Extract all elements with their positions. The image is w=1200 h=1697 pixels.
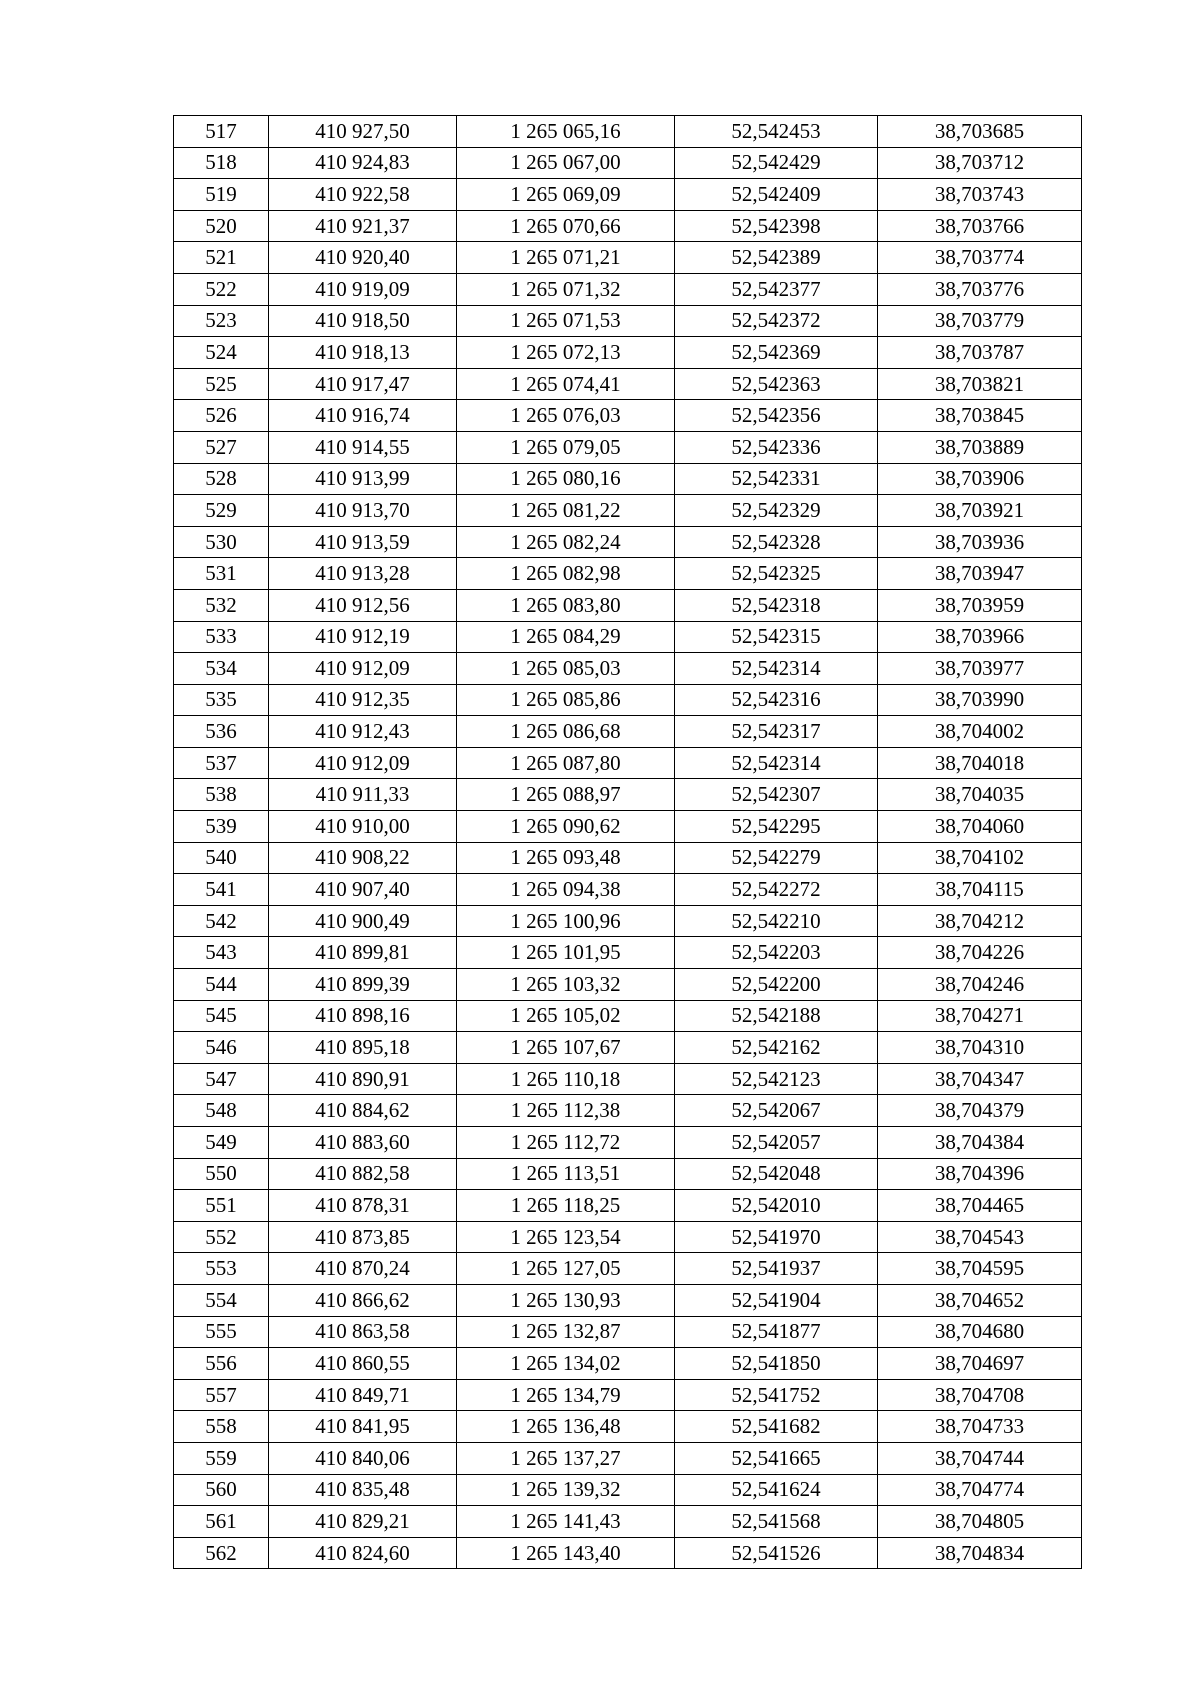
y-coordinate-cell: 1 265 071,32 xyxy=(457,273,675,305)
y-coordinate-cell: 1 265 110,18 xyxy=(457,1063,675,1095)
y-coordinate-cell: 1 265 069,09 xyxy=(457,179,675,211)
latitude-cell: 52,542315 xyxy=(675,621,878,653)
table-row xyxy=(174,621,1082,653)
point-number-cell: 529 xyxy=(174,495,269,527)
longitude-cell: 38,704543 xyxy=(878,1221,1082,1253)
y-coordinate-cell: 1 265 082,98 xyxy=(457,558,675,590)
latitude-cell: 52,542318 xyxy=(675,589,878,621)
y-coordinate-cell: 1 265 090,62 xyxy=(457,811,675,843)
y-coordinate-cell: 1 265 070,66 xyxy=(457,210,675,242)
point-number-cell: 520 xyxy=(174,210,269,242)
longitude-cell: 38,704271 xyxy=(878,1000,1082,1032)
x-coordinate-cell: 410 840,06 xyxy=(269,1442,457,1474)
longitude-cell: 38,704246 xyxy=(878,969,1082,1001)
longitude-cell: 38,704226 xyxy=(878,937,1082,969)
x-coordinate-cell: 410 900,49 xyxy=(269,905,457,937)
point-number-cell: 545 xyxy=(174,1000,269,1032)
table-row xyxy=(174,1316,1082,1348)
table-row xyxy=(174,337,1082,369)
x-coordinate-cell: 410 912,35 xyxy=(269,684,457,716)
table-row xyxy=(174,1348,1082,1380)
y-coordinate-cell: 1 265 085,03 xyxy=(457,653,675,685)
longitude-cell: 38,704834 xyxy=(878,1537,1082,1569)
point-number-cell: 538 xyxy=(174,779,269,811)
latitude-cell: 52,542010 xyxy=(675,1190,878,1222)
y-coordinate-cell: 1 265 093,48 xyxy=(457,842,675,874)
longitude-cell: 38,703906 xyxy=(878,463,1082,495)
latitude-cell: 52,542331 xyxy=(675,463,878,495)
x-coordinate-cell: 410 878,31 xyxy=(269,1190,457,1222)
longitude-cell: 38,704697 xyxy=(878,1348,1082,1380)
point-number-cell: 526 xyxy=(174,400,269,432)
latitude-cell: 52,542325 xyxy=(675,558,878,590)
coordinates-table-body xyxy=(174,116,1082,1569)
point-number-cell: 544 xyxy=(174,969,269,1001)
point-number-cell: 546 xyxy=(174,1032,269,1064)
latitude-cell: 52,541850 xyxy=(675,1348,878,1380)
point-number-cell: 555 xyxy=(174,1316,269,1348)
point-number-cell: 552 xyxy=(174,1221,269,1253)
table-row xyxy=(174,1221,1082,1253)
y-coordinate-cell: 1 265 082,24 xyxy=(457,526,675,558)
x-coordinate-cell: 410 927,50 xyxy=(269,116,457,148)
y-coordinate-cell: 1 265 112,38 xyxy=(457,1095,675,1127)
longitude-cell: 38,703966 xyxy=(878,621,1082,653)
x-coordinate-cell: 410 841,95 xyxy=(269,1411,457,1443)
y-coordinate-cell: 1 265 079,05 xyxy=(457,431,675,463)
x-coordinate-cell: 410 912,09 xyxy=(269,747,457,779)
x-coordinate-cell: 410 866,62 xyxy=(269,1284,457,1316)
point-number-cell: 549 xyxy=(174,1127,269,1159)
y-coordinate-cell: 1 265 105,02 xyxy=(457,1000,675,1032)
table-row xyxy=(174,1095,1082,1127)
longitude-cell: 38,704652 xyxy=(878,1284,1082,1316)
longitude-cell: 38,704347 xyxy=(878,1063,1082,1095)
x-coordinate-cell: 410 899,39 xyxy=(269,969,457,1001)
table-row xyxy=(174,1158,1082,1190)
longitude-cell: 38,704060 xyxy=(878,811,1082,843)
table-row xyxy=(174,684,1082,716)
point-number-cell: 542 xyxy=(174,905,269,937)
x-coordinate-cell: 410 829,21 xyxy=(269,1506,457,1538)
table-row xyxy=(174,653,1082,685)
latitude-cell: 52,542057 xyxy=(675,1127,878,1159)
y-coordinate-cell: 1 265 101,95 xyxy=(457,937,675,969)
point-number-cell: 530 xyxy=(174,526,269,558)
point-number-cell: 562 xyxy=(174,1537,269,1569)
point-number-cell: 559 xyxy=(174,1442,269,1474)
longitude-cell: 38,704002 xyxy=(878,716,1082,748)
x-coordinate-cell: 410 913,59 xyxy=(269,526,457,558)
longitude-cell: 38,704595 xyxy=(878,1253,1082,1285)
y-coordinate-cell: 1 265 137,27 xyxy=(457,1442,675,1474)
point-number-cell: 539 xyxy=(174,811,269,843)
y-coordinate-cell: 1 265 072,13 xyxy=(457,337,675,369)
table-row xyxy=(174,242,1082,274)
y-coordinate-cell: 1 265 107,67 xyxy=(457,1032,675,1064)
latitude-cell: 52,542336 xyxy=(675,431,878,463)
x-coordinate-cell: 410 895,18 xyxy=(269,1032,457,1064)
point-number-cell: 534 xyxy=(174,653,269,685)
table-row xyxy=(174,273,1082,305)
latitude-cell: 52,542123 xyxy=(675,1063,878,1095)
x-coordinate-cell: 410 899,81 xyxy=(269,937,457,969)
table-row xyxy=(174,400,1082,432)
x-coordinate-cell: 410 918,13 xyxy=(269,337,457,369)
latitude-cell: 52,542317 xyxy=(675,716,878,748)
x-coordinate-cell: 410 824,60 xyxy=(269,1537,457,1569)
x-coordinate-cell: 410 882,58 xyxy=(269,1158,457,1190)
longitude-cell: 38,704212 xyxy=(878,905,1082,937)
longitude-cell: 38,704379 xyxy=(878,1095,1082,1127)
point-number-cell: 533 xyxy=(174,621,269,653)
latitude-cell: 52,541624 xyxy=(675,1474,878,1506)
latitude-cell: 52,542279 xyxy=(675,842,878,874)
table-row xyxy=(174,368,1082,400)
table-row xyxy=(174,1000,1082,1032)
y-coordinate-cell: 1 265 071,53 xyxy=(457,305,675,337)
latitude-cell: 52,542162 xyxy=(675,1032,878,1064)
table-row xyxy=(174,1253,1082,1285)
y-coordinate-cell: 1 265 103,32 xyxy=(457,969,675,1001)
longitude-cell: 38,703889 xyxy=(878,431,1082,463)
y-coordinate-cell: 1 265 086,68 xyxy=(457,716,675,748)
x-coordinate-cell: 410 873,85 xyxy=(269,1221,457,1253)
coordinates-table xyxy=(173,115,1082,1569)
longitude-cell: 38,704805 xyxy=(878,1506,1082,1538)
longitude-cell: 38,704680 xyxy=(878,1316,1082,1348)
longitude-cell: 38,703743 xyxy=(878,179,1082,211)
point-number-cell: 537 xyxy=(174,747,269,779)
y-coordinate-cell: 1 265 112,72 xyxy=(457,1127,675,1159)
latitude-cell: 52,541904 xyxy=(675,1284,878,1316)
y-coordinate-cell: 1 265 134,79 xyxy=(457,1379,675,1411)
latitude-cell: 52,541970 xyxy=(675,1221,878,1253)
point-number-cell: 541 xyxy=(174,874,269,906)
y-coordinate-cell: 1 265 067,00 xyxy=(457,147,675,179)
point-number-cell: 523 xyxy=(174,305,269,337)
y-coordinate-cell: 1 265 085,86 xyxy=(457,684,675,716)
point-number-cell: 528 xyxy=(174,463,269,495)
point-number-cell: 532 xyxy=(174,589,269,621)
point-number-cell: 553 xyxy=(174,1253,269,1285)
y-coordinate-cell: 1 265 127,05 xyxy=(457,1253,675,1285)
longitude-cell: 38,703845 xyxy=(878,400,1082,432)
longitude-cell: 38,703685 xyxy=(878,116,1082,148)
longitude-cell: 38,703774 xyxy=(878,242,1082,274)
longitude-cell: 38,704744 xyxy=(878,1442,1082,1474)
x-coordinate-cell: 410 870,24 xyxy=(269,1253,457,1285)
latitude-cell: 52,542272 xyxy=(675,874,878,906)
y-coordinate-cell: 1 265 074,41 xyxy=(457,368,675,400)
x-coordinate-cell: 410 883,60 xyxy=(269,1127,457,1159)
y-coordinate-cell: 1 265 071,21 xyxy=(457,242,675,274)
longitude-cell: 38,703821 xyxy=(878,368,1082,400)
point-number-cell: 521 xyxy=(174,242,269,274)
latitude-cell: 52,541752 xyxy=(675,1379,878,1411)
latitude-cell: 52,541682 xyxy=(675,1411,878,1443)
x-coordinate-cell: 410 922,58 xyxy=(269,179,457,211)
latitude-cell: 52,541937 xyxy=(675,1253,878,1285)
table-row xyxy=(174,1190,1082,1222)
y-coordinate-cell: 1 265 080,16 xyxy=(457,463,675,495)
latitude-cell: 52,542363 xyxy=(675,368,878,400)
latitude-cell: 52,542453 xyxy=(675,116,878,148)
point-number-cell: 535 xyxy=(174,684,269,716)
table-row xyxy=(174,147,1082,179)
x-coordinate-cell: 410 908,22 xyxy=(269,842,457,874)
table-row xyxy=(174,1411,1082,1443)
table-row xyxy=(174,526,1082,558)
table-row xyxy=(174,116,1082,148)
latitude-cell: 52,542314 xyxy=(675,653,878,685)
latitude-cell: 52,542295 xyxy=(675,811,878,843)
x-coordinate-cell: 410 913,70 xyxy=(269,495,457,527)
y-coordinate-cell: 1 265 088,97 xyxy=(457,779,675,811)
longitude-cell: 38,703959 xyxy=(878,589,1082,621)
latitude-cell: 52,542210 xyxy=(675,905,878,937)
x-coordinate-cell: 410 913,99 xyxy=(269,463,457,495)
y-coordinate-cell: 1 265 065,16 xyxy=(457,116,675,148)
x-coordinate-cell: 410 924,83 xyxy=(269,147,457,179)
y-coordinate-cell: 1 265 130,93 xyxy=(457,1284,675,1316)
latitude-cell: 52,542048 xyxy=(675,1158,878,1190)
point-number-cell: 525 xyxy=(174,368,269,400)
x-coordinate-cell: 410 910,00 xyxy=(269,811,457,843)
y-coordinate-cell: 1 265 134,02 xyxy=(457,1348,675,1380)
table-row xyxy=(174,874,1082,906)
y-coordinate-cell: 1 265 100,96 xyxy=(457,905,675,937)
latitude-cell: 52,541665 xyxy=(675,1442,878,1474)
y-coordinate-cell: 1 265 143,40 xyxy=(457,1537,675,1569)
table-row xyxy=(174,210,1082,242)
table-row xyxy=(174,747,1082,779)
longitude-cell: 38,703947 xyxy=(878,558,1082,590)
table-row xyxy=(174,1127,1082,1159)
latitude-cell: 52,541568 xyxy=(675,1506,878,1538)
x-coordinate-cell: 410 835,48 xyxy=(269,1474,457,1506)
x-coordinate-cell: 410 863,58 xyxy=(269,1316,457,1348)
point-number-cell: 560 xyxy=(174,1474,269,1506)
point-number-cell: 522 xyxy=(174,273,269,305)
point-number-cell: 517 xyxy=(174,116,269,148)
latitude-cell: 52,542067 xyxy=(675,1095,878,1127)
latitude-cell: 52,542203 xyxy=(675,937,878,969)
y-coordinate-cell: 1 265 118,25 xyxy=(457,1190,675,1222)
latitude-cell: 52,542188 xyxy=(675,1000,878,1032)
latitude-cell: 52,542377 xyxy=(675,273,878,305)
x-coordinate-cell: 410 921,37 xyxy=(269,210,457,242)
y-coordinate-cell: 1 265 132,87 xyxy=(457,1316,675,1348)
y-coordinate-cell: 1 265 081,22 xyxy=(457,495,675,527)
latitude-cell: 52,541877 xyxy=(675,1316,878,1348)
table-row xyxy=(174,589,1082,621)
y-coordinate-cell: 1 265 139,32 xyxy=(457,1474,675,1506)
table-row xyxy=(174,811,1082,843)
table-row xyxy=(174,179,1082,211)
y-coordinate-cell: 1 265 123,54 xyxy=(457,1221,675,1253)
x-coordinate-cell: 410 860,55 xyxy=(269,1348,457,1380)
latitude-cell: 52,542314 xyxy=(675,747,878,779)
table-row xyxy=(174,842,1082,874)
point-number-cell: 550 xyxy=(174,1158,269,1190)
latitude-cell: 52,541526 xyxy=(675,1537,878,1569)
latitude-cell: 52,542356 xyxy=(675,400,878,432)
longitude-cell: 38,704310 xyxy=(878,1032,1082,1064)
table-row xyxy=(174,495,1082,527)
point-number-cell: 536 xyxy=(174,716,269,748)
latitude-cell: 52,542316 xyxy=(675,684,878,716)
x-coordinate-cell: 410 913,28 xyxy=(269,558,457,590)
x-coordinate-cell: 410 890,91 xyxy=(269,1063,457,1095)
latitude-cell: 52,542329 xyxy=(675,495,878,527)
y-coordinate-cell: 1 265 084,29 xyxy=(457,621,675,653)
x-coordinate-cell: 410 849,71 xyxy=(269,1379,457,1411)
latitude-cell: 52,542307 xyxy=(675,779,878,811)
point-number-cell: 558 xyxy=(174,1411,269,1443)
x-coordinate-cell: 410 918,50 xyxy=(269,305,457,337)
longitude-cell: 38,703712 xyxy=(878,147,1082,179)
y-coordinate-cell: 1 265 094,38 xyxy=(457,874,675,906)
longitude-cell: 38,704733 xyxy=(878,1411,1082,1443)
longitude-cell: 38,704102 xyxy=(878,842,1082,874)
longitude-cell: 38,704708 xyxy=(878,1379,1082,1411)
table-row xyxy=(174,905,1082,937)
point-number-cell: 554 xyxy=(174,1284,269,1316)
latitude-cell: 52,542328 xyxy=(675,526,878,558)
point-number-cell: 519 xyxy=(174,179,269,211)
latitude-cell: 52,542389 xyxy=(675,242,878,274)
table-row xyxy=(174,1506,1082,1538)
table-row xyxy=(174,1379,1082,1411)
point-number-cell: 543 xyxy=(174,937,269,969)
latitude-cell: 52,542369 xyxy=(675,337,878,369)
point-number-cell: 561 xyxy=(174,1506,269,1538)
point-number-cell: 531 xyxy=(174,558,269,590)
table-row xyxy=(174,1442,1082,1474)
longitude-cell: 38,704774 xyxy=(878,1474,1082,1506)
table-row xyxy=(174,558,1082,590)
x-coordinate-cell: 410 919,09 xyxy=(269,273,457,305)
table-row xyxy=(174,305,1082,337)
x-coordinate-cell: 410 916,74 xyxy=(269,400,457,432)
table-row xyxy=(174,463,1082,495)
longitude-cell: 38,703787 xyxy=(878,337,1082,369)
x-coordinate-cell: 410 912,19 xyxy=(269,621,457,653)
longitude-cell: 38,704465 xyxy=(878,1190,1082,1222)
y-coordinate-cell: 1 265 087,80 xyxy=(457,747,675,779)
x-coordinate-cell: 410 914,55 xyxy=(269,431,457,463)
longitude-cell: 38,704396 xyxy=(878,1158,1082,1190)
y-coordinate-cell: 1 265 141,43 xyxy=(457,1506,675,1538)
table-row xyxy=(174,969,1082,1001)
latitude-cell: 52,542429 xyxy=(675,147,878,179)
table-row xyxy=(174,1032,1082,1064)
x-coordinate-cell: 410 912,43 xyxy=(269,716,457,748)
y-coordinate-cell: 1 265 083,80 xyxy=(457,589,675,621)
latitude-cell: 52,542409 xyxy=(675,179,878,211)
table-row xyxy=(174,937,1082,969)
point-number-cell: 518 xyxy=(174,147,269,179)
longitude-cell: 38,703921 xyxy=(878,495,1082,527)
x-coordinate-cell: 410 898,16 xyxy=(269,1000,457,1032)
x-coordinate-cell: 410 917,47 xyxy=(269,368,457,400)
table-row xyxy=(174,1284,1082,1316)
x-coordinate-cell: 410 920,40 xyxy=(269,242,457,274)
longitude-cell: 38,703977 xyxy=(878,653,1082,685)
longitude-cell: 38,703990 xyxy=(878,684,1082,716)
point-number-cell: 556 xyxy=(174,1348,269,1380)
latitude-cell: 52,542372 xyxy=(675,305,878,337)
point-number-cell: 547 xyxy=(174,1063,269,1095)
longitude-cell: 38,703766 xyxy=(878,210,1082,242)
table-row xyxy=(174,1474,1082,1506)
longitude-cell: 38,703936 xyxy=(878,526,1082,558)
point-number-cell: 557 xyxy=(174,1379,269,1411)
y-coordinate-cell: 1 265 136,48 xyxy=(457,1411,675,1443)
x-coordinate-cell: 410 912,09 xyxy=(269,653,457,685)
y-coordinate-cell: 1 265 113,51 xyxy=(457,1158,675,1190)
longitude-cell: 38,704018 xyxy=(878,747,1082,779)
latitude-cell: 52,542398 xyxy=(675,210,878,242)
point-number-cell: 540 xyxy=(174,842,269,874)
y-coordinate-cell: 1 265 076,03 xyxy=(457,400,675,432)
longitude-cell: 38,704115 xyxy=(878,874,1082,906)
table-row xyxy=(174,1063,1082,1095)
longitude-cell: 38,703779 xyxy=(878,305,1082,337)
point-number-cell: 527 xyxy=(174,431,269,463)
longitude-cell: 38,703776 xyxy=(878,273,1082,305)
table-row xyxy=(174,779,1082,811)
table-row xyxy=(174,431,1082,463)
x-coordinate-cell: 410 911,33 xyxy=(269,779,457,811)
table-row xyxy=(174,1537,1082,1569)
x-coordinate-cell: 410 907,40 xyxy=(269,874,457,906)
table-row xyxy=(174,716,1082,748)
longitude-cell: 38,704035 xyxy=(878,779,1082,811)
point-number-cell: 548 xyxy=(174,1095,269,1127)
point-number-cell: 524 xyxy=(174,337,269,369)
latitude-cell: 52,542200 xyxy=(675,969,878,1001)
longitude-cell: 38,704384 xyxy=(878,1127,1082,1159)
x-coordinate-cell: 410 884,62 xyxy=(269,1095,457,1127)
point-number-cell: 551 xyxy=(174,1190,269,1222)
x-coordinate-cell: 410 912,56 xyxy=(269,589,457,621)
